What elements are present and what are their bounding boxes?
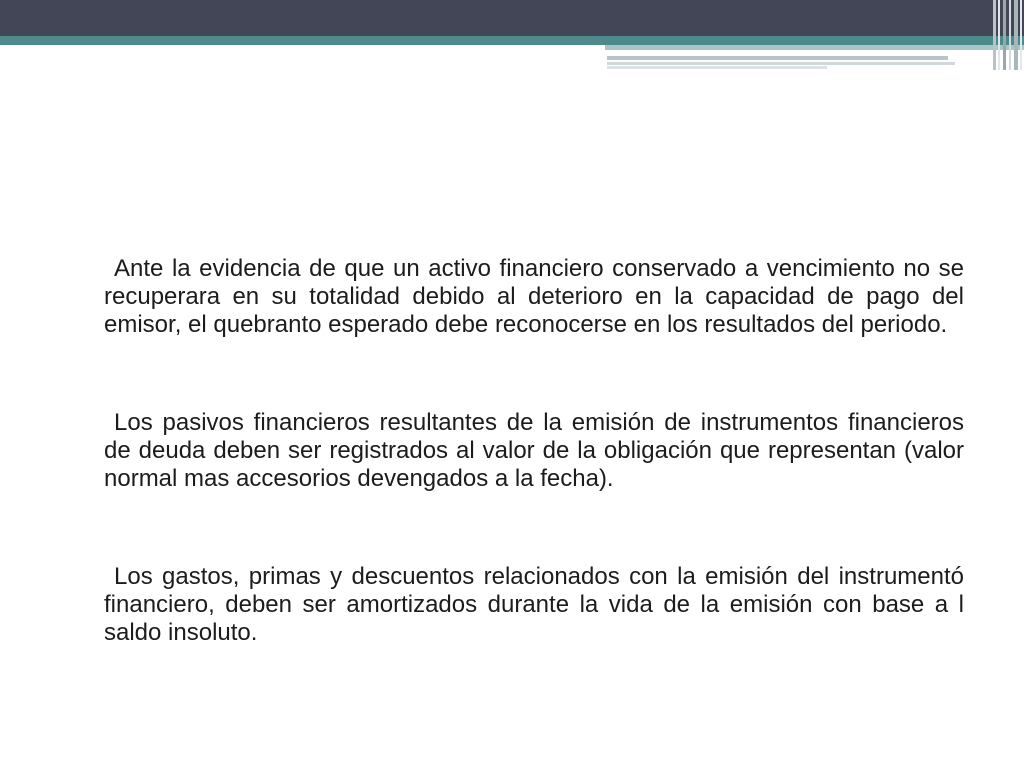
header-white-gap (0, 45, 605, 50)
header-grey-line (607, 62, 955, 65)
slide-body (104, 255, 964, 647)
decorative-vertical-bar (1014, 0, 1018, 70)
header-dark-band (0, 0, 1024, 36)
decorative-vertical-bar (993, 0, 996, 70)
header-teal-stripe (0, 36, 1024, 45)
paragraph-deterioro: Ante la evidencia de que un activo financiero conservado a vencimiento no se recuperara en su totalidad debido al deterioro en la capacidad de pago del emisor, el quebranto esperado debe reconocerse en los resultados del periodo. (104, 255, 964, 338)
header-grey-line (607, 66, 827, 69)
header-grey-line (607, 56, 948, 60)
decorative-vertical-bar (1003, 0, 1006, 70)
decorative-vertical-bar (1020, 0, 1022, 70)
paragraph-gastos: Los gastos, primas y descuentos relacionados con la emisión del instrumentó financiero, deben ser amortizados durante la vida de la emisión con base a l saldo insoluto. (104, 563, 964, 646)
paragraph-pasivos: Los pasivos financieros resultantes de la emisión de instrumentos financieros de deuda deben ser registrados al valor de la obligación que representan (valor normal mas accesorios devengados a la fecha). (104, 409, 964, 492)
decorative-vertical-bar (998, 0, 1000, 70)
decorative-vertical-bar (1009, 0, 1011, 70)
